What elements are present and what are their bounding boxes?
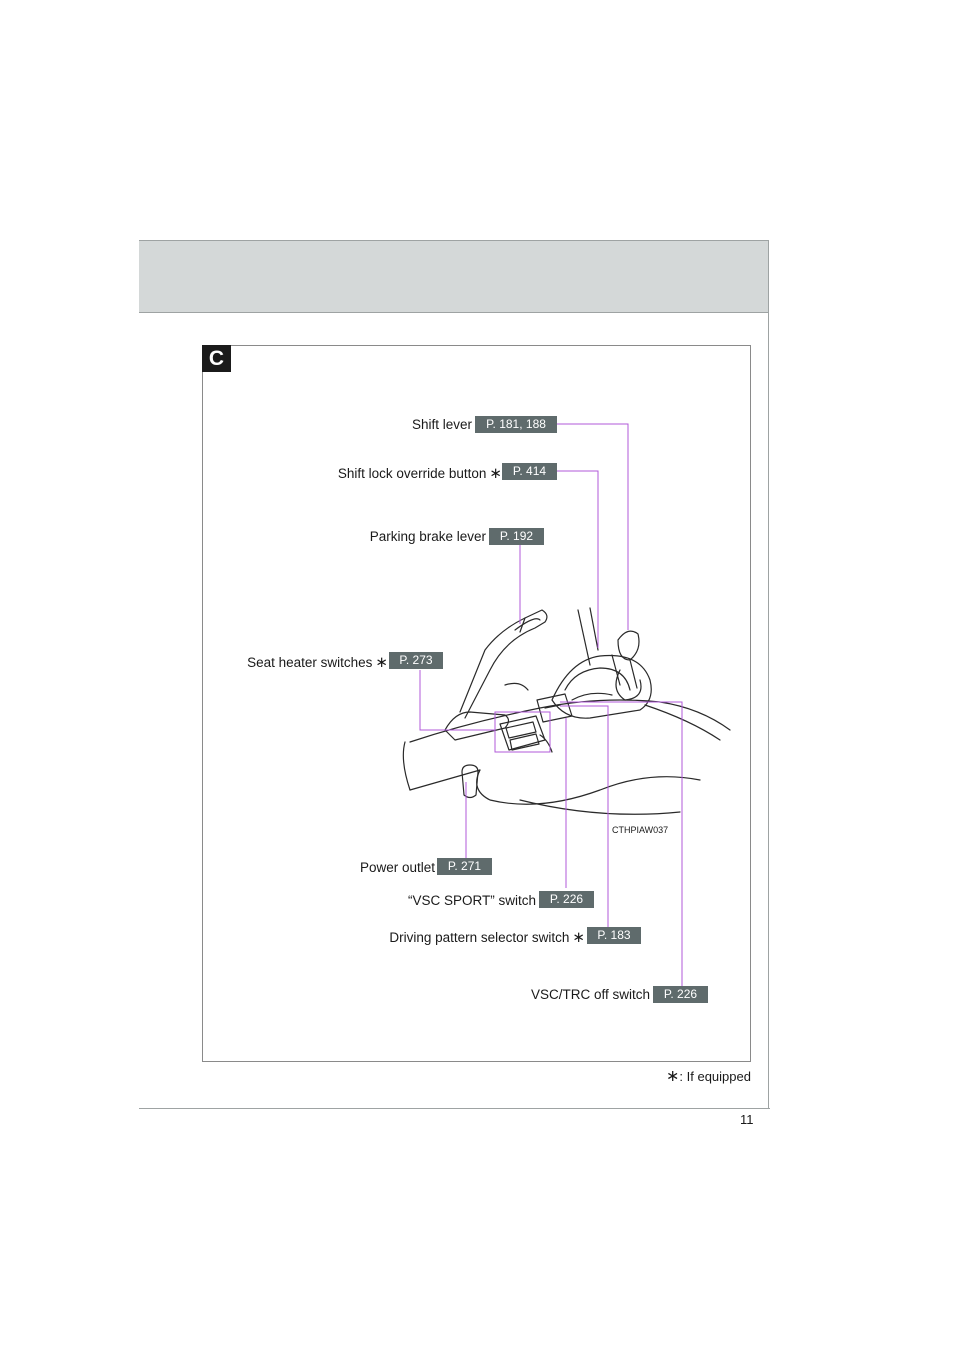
equipped-asterisk: ∗ [375, 654, 388, 671]
section-tab: C [202, 345, 231, 372]
equipped-asterisk: ∗ [572, 929, 585, 946]
footnote-asterisk: ∗ [666, 1068, 680, 1085]
vsc-trc-off-page-ref[interactable]: P. 226 [653, 986, 708, 1003]
footnote-text: : If equipped [679, 1069, 751, 1084]
shift-lock-override-label: Shift lock override button ∗ [337, 465, 502, 482]
footnote [666, 1066, 751, 1086]
parking-brake-page-ref[interactable]: P. 192 [489, 528, 544, 545]
seat-heater-page-ref[interactable]: P. 273 [389, 652, 443, 669]
page-number: 11 [740, 1112, 754, 1127]
power-outlet-label: Power outlet [359, 860, 435, 875]
figure-code: CTHPIAW037 [612, 825, 669, 835]
shift-lever-page-ref[interactable]: P. 181, 188 [475, 416, 557, 433]
equipped-asterisk: ∗ [489, 465, 502, 482]
seat-heater-label: Seat heater switches ∗ [247, 654, 388, 671]
shift-lever-label: Shift lever [411, 417, 472, 432]
shift-lock-override-page-ref[interactable]: P. 414 [502, 463, 557, 480]
vsc-trc-off-label: VSC/TRC off switch [530, 987, 650, 1002]
driving-pattern-label: Driving pattern selector switch ∗ [389, 929, 585, 946]
vsc-sport-label: “VSC SPORT” switch [407, 893, 536, 908]
driving-pattern-page-ref[interactable]: P. 183 [587, 927, 641, 944]
vsc-sport-page-ref[interactable]: P. 226 [539, 891, 594, 908]
power-outlet-page-ref[interactable]: P. 271 [437, 858, 492, 875]
parking-brake-label: Parking brake lever [369, 529, 486, 544]
